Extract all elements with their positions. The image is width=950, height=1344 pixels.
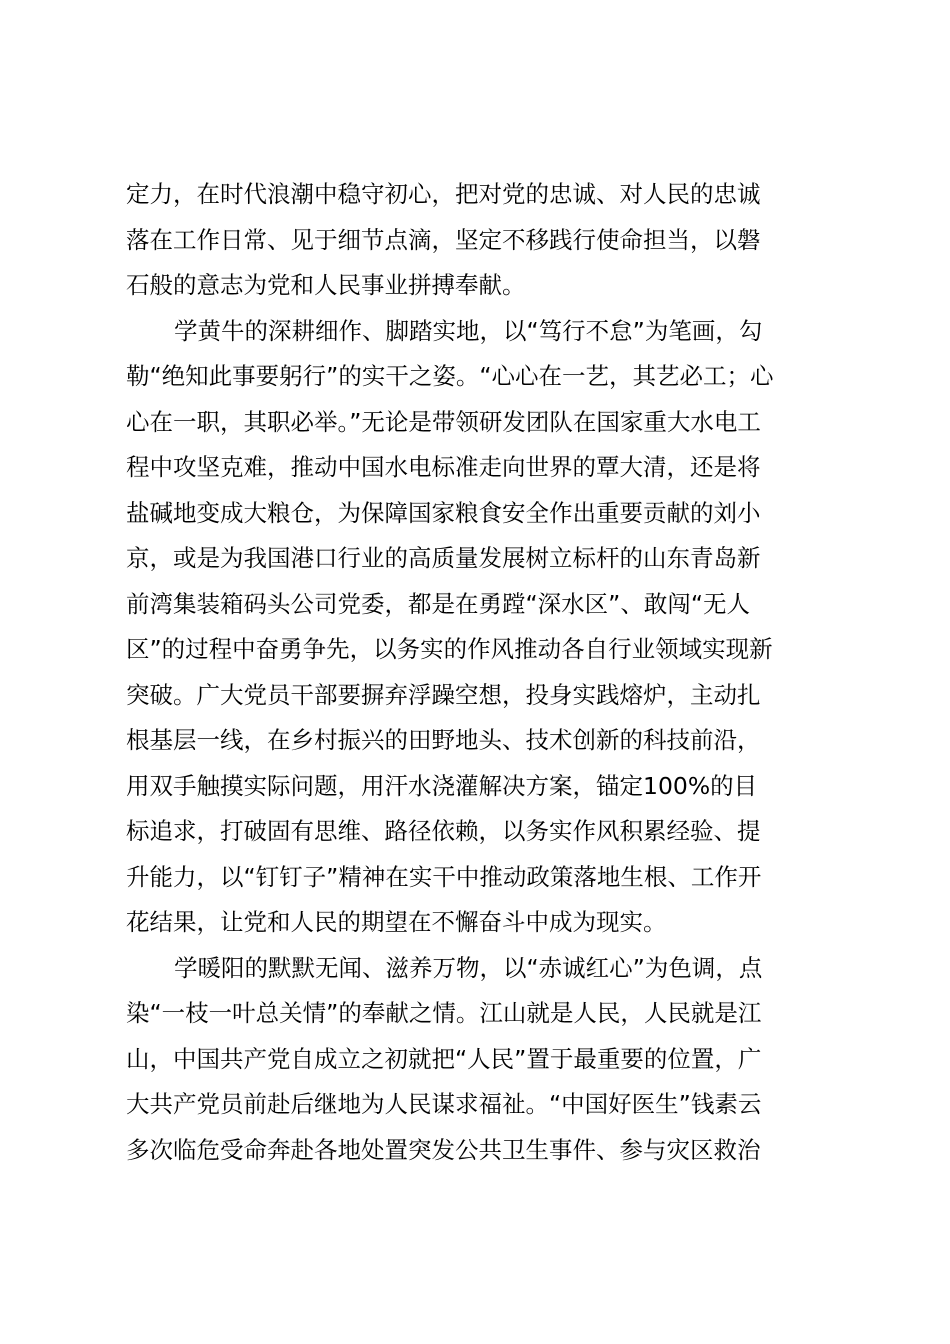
paragraph-first-line: 学黄牛的深耕细作、脚踏实地，以“笃行不怠”为笔画，勾 [174, 316, 763, 345]
text-line: 落在工作日常、见于细节点滴，坚定不移践行使命担当，以磐 [126, 225, 761, 254]
text-line: 山，中国共产党自成立之初就把“人民”置于最重要的位置，广 [126, 1044, 762, 1073]
text-line: 心在一职，其职必举。”无论是带领研发团队在国家重大水电工 [126, 407, 761, 436]
text-line: 多次临危受命奔赴各地处置突发公共卫生事件、参与灾区救治 [126, 1135, 761, 1164]
text-line: 前湾集装箱码头公司党委，都是在勇蹚“深水区”、敢闯“无人 [126, 589, 751, 618]
body-text [126, 172, 826, 1173]
text-line: 京，或是为我国港口行业的高质量发展树立标杆的山东青岛新 [126, 544, 761, 572]
text-line: 根基层一线，在乡村振兴的田野地头、技术创新的科技前沿， [126, 726, 761, 754]
text-line: 区”的过程中奋勇争先，以务实的作风推动各自行业领域实现新 [126, 635, 773, 663]
text-line: 染“一枝一叶总关情”的奉献之情。江山就是人民，人民就是江 [126, 999, 762, 1027]
text-line: 花结果，让党和人民的期望在不懈奋斗中成为现实。 [126, 908, 667, 936]
text-line: 用双手触摸实际问题，用汗水浇灌解决方案，锚定100%的目 [126, 771, 758, 800]
text-line: 标追求，打破固有思维、路径依赖，以务实作风积累经验、提 [126, 817, 761, 845]
text-line: 大共产党员前赴后继地为人民谋求福祉。“中国好医生”钱素云 [126, 1090, 762, 1118]
text-line: 盐碱地变成大粮仓，为保障国家粮食安全作出重要贡献的刘小 [126, 498, 761, 527]
paragraph-first-line: 学暖阳的默默无闻、滋养万物，以“赤诚红心”为色调，点 [174, 953, 763, 982]
text-line: 升能力，以“钉钉子”精神在实干中推动政策落地生根、工作开 [126, 862, 762, 891]
text-line: 定力，在时代浪潮中稳守初心，把对党的忠诚、对人民的忠诚 [126, 180, 761, 208]
text-line: 程中攻坚克难，推动中国水电标准走向世界的覃大清，还是将 [126, 453, 761, 481]
text-line: 勒“绝知此事要躬行”的实干之姿。“心心在一艺，其艺必工；心 [126, 362, 774, 390]
text-line: 突破。广大党员干部要摒弃浮躁空想，投身实践熔炉，主动扎 [126, 680, 761, 709]
text-line: 石般的意志为党和人民事业拼搏奉献。 [126, 271, 526, 299]
